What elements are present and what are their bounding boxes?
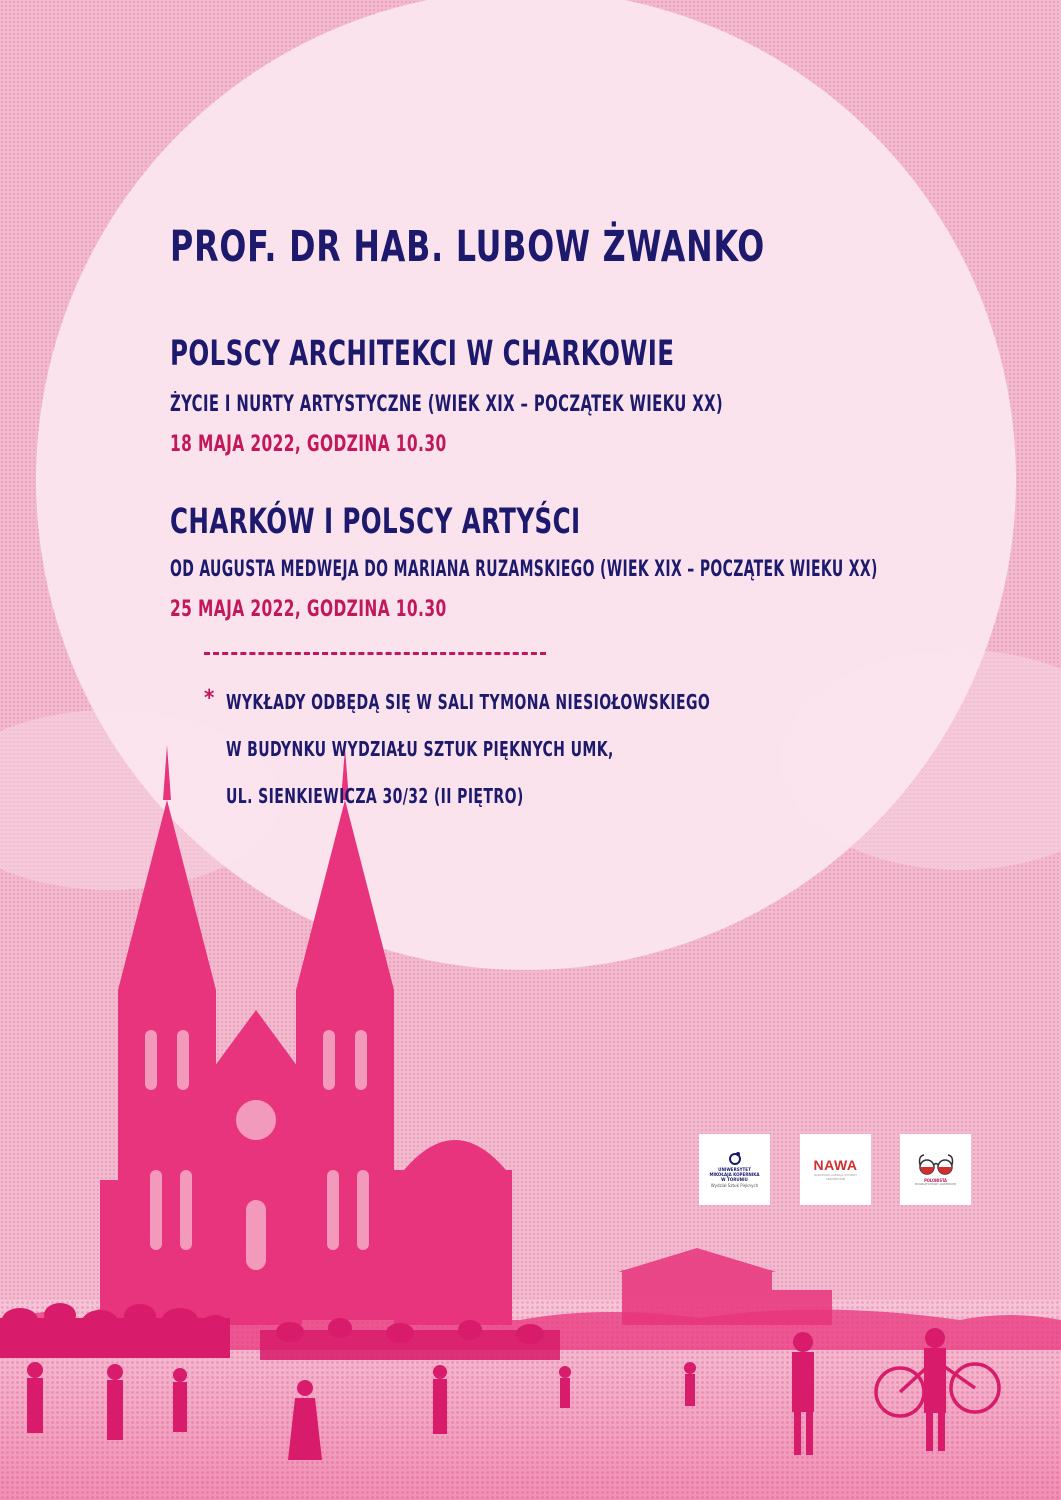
note-line-1: WYKŁADY ODBĘDĄ SIĘ W SALI TYMONA NIESIOŁOWSKIEGO xyxy=(226,690,711,714)
umk-faculty: Wydział Sztuk Pięknych xyxy=(710,1183,759,1189)
note-line-2: W BUDYNKU WYDZIAŁU SZTUK PIĘKNYCH UMK, xyxy=(226,737,614,761)
lecture-2-subtitle: OD AUGUSTA MEDWEJA DO MARIANA RUZAMSKIEGO (WIEK XIX – POCZĄTEK WIEKU XX) xyxy=(170,557,878,582)
lecture-1-subtitle: ŻYCIE I NURTY ARTYSTYCZNE (WIEK XIX – POCZĄTEK WIEKU XX) xyxy=(170,392,724,417)
note-asterisk: * xyxy=(204,686,215,711)
umk-name-line-1: UNIWERSYTET xyxy=(718,1167,751,1173)
nawa-logo xyxy=(800,1134,871,1205)
dashed-divider xyxy=(204,652,546,655)
lecture-1-date: 18 MAJA 2022, GODZINA 10.30 xyxy=(170,432,447,457)
lecture-1-title: POLSCY ARCHITEKCI W CHARKOWIE xyxy=(170,334,675,374)
glasses-icon xyxy=(916,1153,956,1175)
umk-emblem-icon xyxy=(728,1151,742,1165)
lecture-2-date: 25 MAJA 2022, GODZINA 10.30 xyxy=(170,597,447,622)
umk-name-line-3: W TORUNIU xyxy=(721,1177,748,1183)
umk-logo xyxy=(699,1134,770,1205)
moon-circle xyxy=(36,0,1016,970)
umk-name-line-2: MIKOŁAJA KOPERNIKA xyxy=(709,1172,760,1178)
lecture-2-title: CHARKÓW I POLSCY ARTYŚCI xyxy=(170,502,581,542)
polonista-tagline: PROGRAM WYMIANY AKADEMICKIEJ xyxy=(914,1182,957,1186)
polonista-logo xyxy=(900,1134,971,1205)
polonista-word: POLONISTA xyxy=(924,1177,947,1183)
note-line-3: UL. SIENKIEWICZA 30/32 (II PIĘTRO) xyxy=(226,784,524,808)
nawa-logo-icon: NAWA xyxy=(813,1157,858,1173)
lecturer-name: PROF. DR HAB. LUBOW ŻWANKO xyxy=(170,222,766,272)
nawa-tagline: NARODOWA AGENCJA WYMIANY AKADEMICKIEJ xyxy=(813,1173,858,1181)
